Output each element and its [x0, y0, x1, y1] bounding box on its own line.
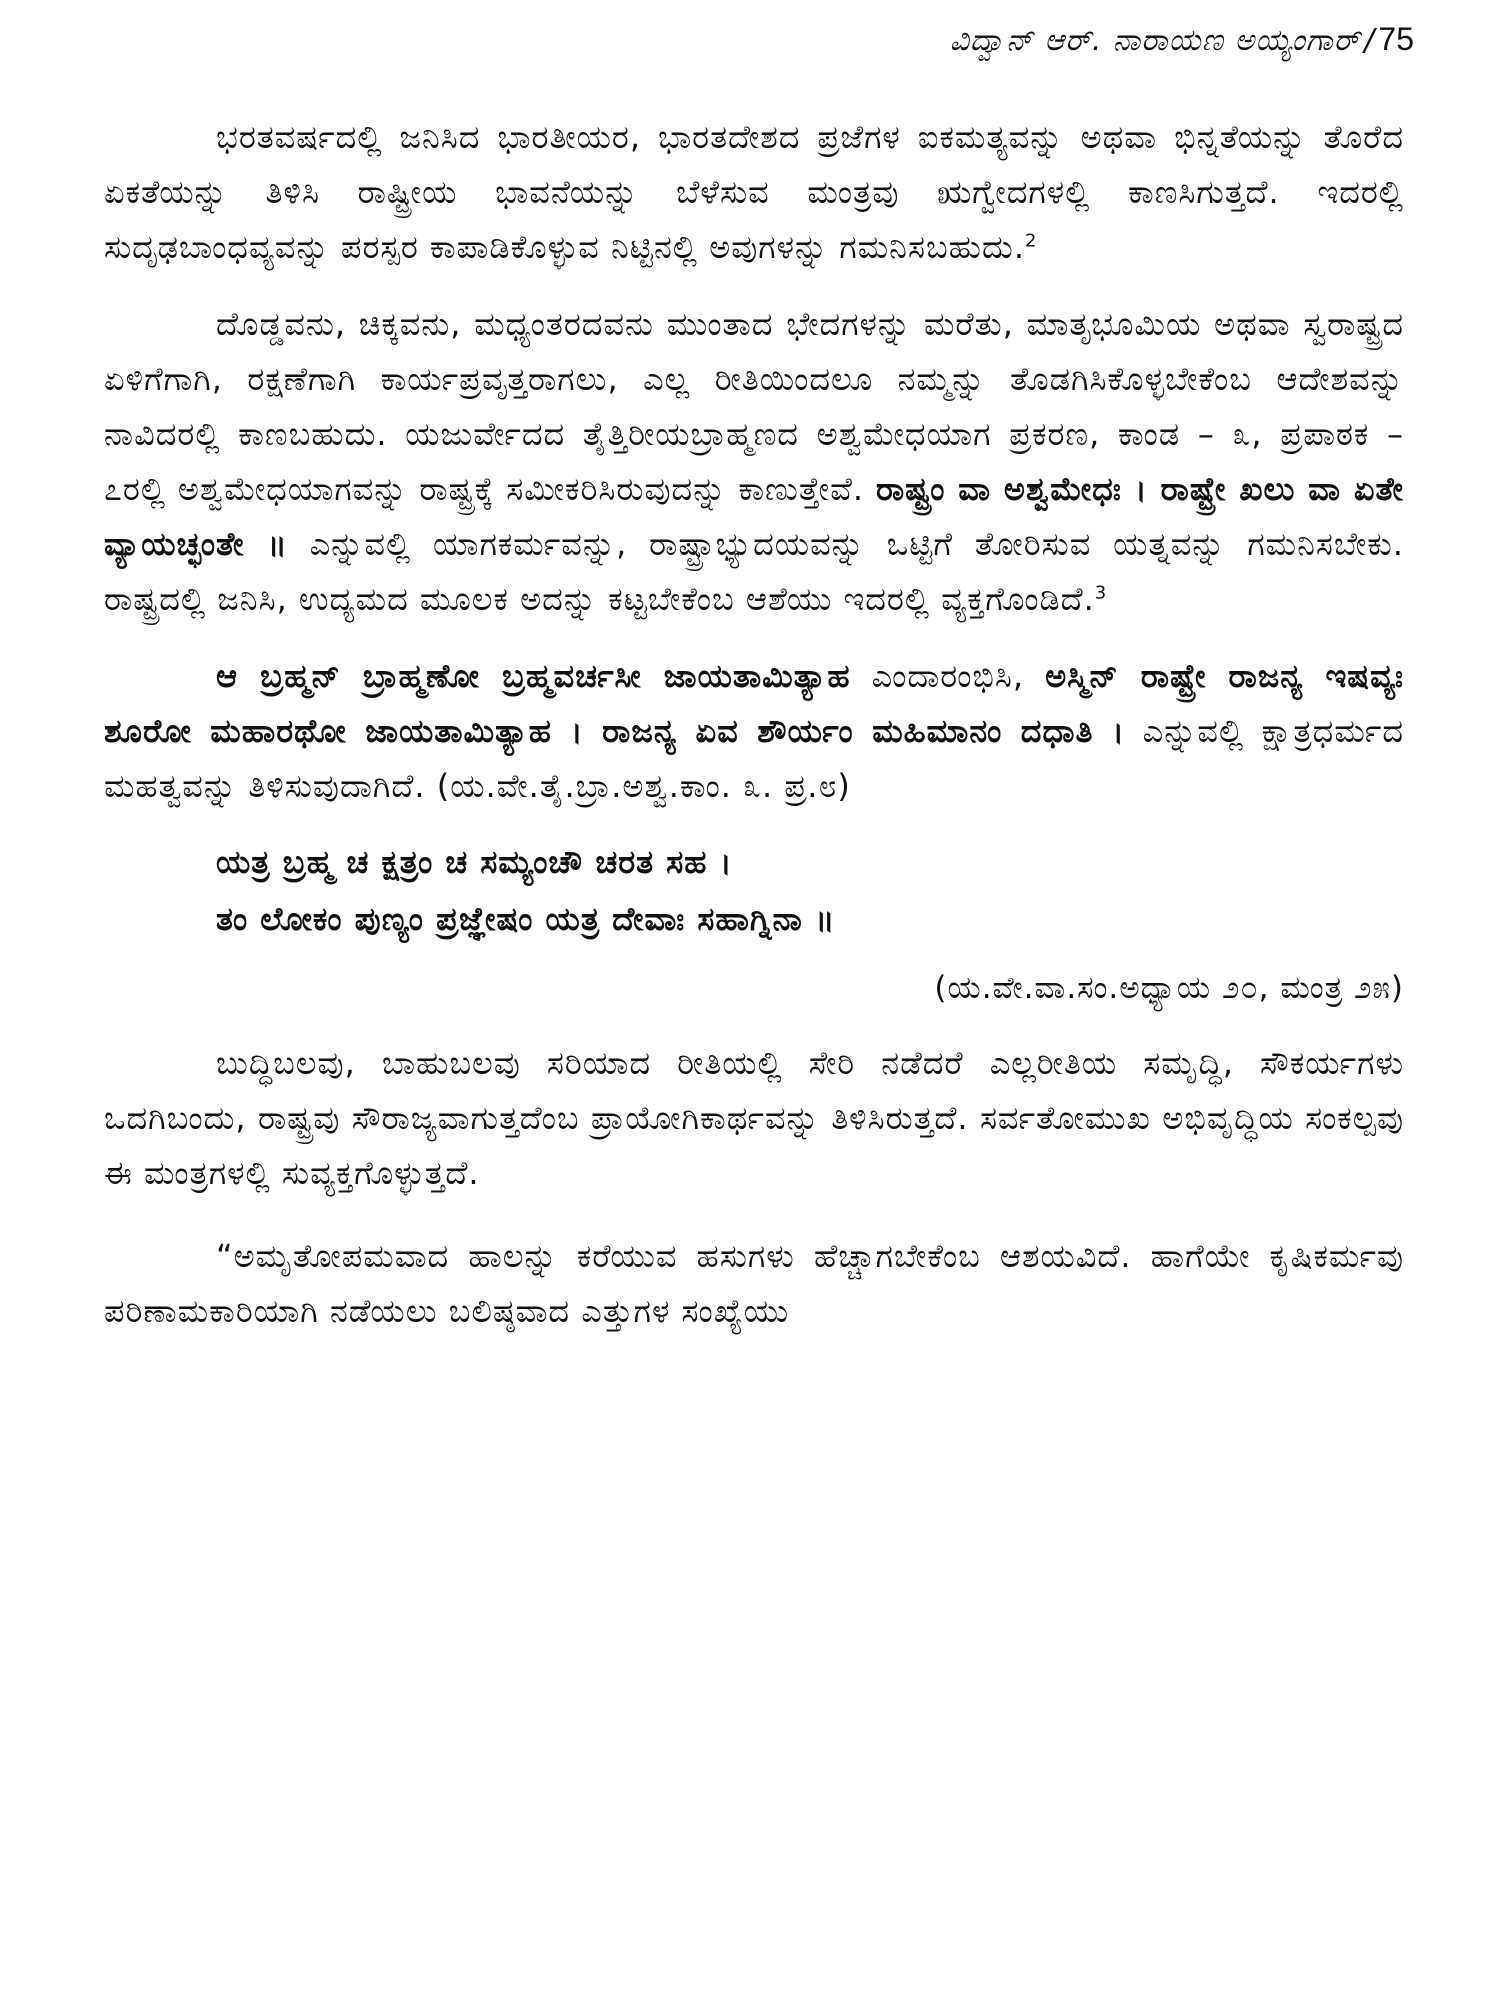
- paragraph-text: ದೊಡ್ಡವನು, ಚಿಕ್ಕವನು, ಮಧ್ಯಂತರದವನು ಮುಂತಾದ ಭೇದಗಳನ್ನು ಮರೆತು, ಮಾತೃಭೂಮಿಯ ಅಥವಾ ಸ್ವರಾಷ್ಟ್ರದ ಏಳಿಗೆಗಾಗಿ, ರಕ್ಷಣೆಗಾಗಿ ಕಾರ್ಯಪ್ರವೃತ್ತರಾಗಲು, ಎಲ್ಲ ರೀತಿಯಿಂದಲೂ ನಮ್ಮನ್ನು ತೊಡಗಿಸಿಕೊಳ್ಳಬೇಕೆಂಬ ಆದೇಶವನ್ನು ನಾವಿದರಲ್ಲಿ ಕಾಣಬಹುದು. ಯಜುರ್ವೇದದ ತೈತ್ತಿರೀಯಬ್ರಾಹ್ಮಣದ ಅಶ್ವಮೇಧಯಾಗ ಪ್ರಕರಣ, ಕಾಂಡ – ೩, ಪ್ರಪಾಠಕ – ೭ರಲ್ಲಿ ಅಶ್ವಮೇಧಯಾಗವನ್ನು ರಾಷ್ಟ್ರಕ್ಕೆ ಸಮೀಕರಿಸಿರುವುದನ್ನು ಕಾಣುತ್ತೇವೆ.: [104, 305, 1404, 508]
- verse-line-2: ತಂ ಲೋಕಂ ಪುಣ್ಯಂ ಪ್ರಜ್ಞೇಷಂ ಯತ್ರ ದೇವಾಃ ಸಹಾಗ್ನಿನಾ ॥: [216, 900, 836, 938]
- footnote-marker: 3: [1094, 582, 1108, 604]
- page-number: 75: [1378, 21, 1414, 57]
- paragraph-text: ಎನ್ನುವಲ್ಲಿ ಕ್ಷಾತ್ರಧರ್ಮದ ಮಹತ್ವವನ್ನು ತಿಳಿಸುವುದಾಗಿದೆ. (ಯ.ವೇ.ತೈ.ಬ್ರಾ.ಅಶ್ವ.ಕಾಂ. ೩. ಪ್ರ.೮): [104, 712, 1404, 805]
- page-body: [104, 110, 1404, 1339]
- running-header-title: ವಿದ್ವಾನ್ ಆರ್. ನಾರಾಯಣ ಅಯ್ಯಂಗಾರ್: [949, 23, 1361, 58]
- verse-block: [104, 834, 1404, 1014]
- verse-line-1: ಯತ್ರ ಬ್ರಹ್ಮ ಚ ಕ್ಷತ್ರಂ ಚ ಸಮ್ಯಂಚೌ ಚರತ ಸಹ ।: [216, 843, 733, 881]
- paragraph-text: ಎಂದಾರಂಭಿಸಿ,: [850, 657, 1046, 695]
- sanskrit-quote: ಆ ಬ್ರಹ್ಮನ್ ಬ್ರಾಹ್ಮಣೋ ಬ್ರಹ್ಮವರ್ಚಸೀ ಜಾಯತಾಮಿತ್ಯಾಹ: [216, 657, 851, 695]
- paragraph-4: ಬುದ್ಧಿಬಲವು, ಬಾಹುಬಲವು ಸರಿಯಾದ ರೀತಿಯಲ್ಲಿ ಸೇರಿ ನಡೆದರೆ ಎಲ್ಲರೀತಿಯ ಸಮೃದ್ಧಿ, ಸೌಕರ್ಯಗಳು ಒದಗಿಬಂದು, ರಾಷ್ಟ್ರವು ಸೌರಾಜ್ಯವಾಗುತ್ತದೆಂಬ ಪ್ರಾಯೋಗಿಕಾರ್ಥವನ್ನು ತಿಳಿಸಿರುತ್ತದೆ. ಸರ್ವತೋಮುಖ ಅಭಿವೃದ್ಧಿಯ ಸಂಕಲ್ಪವು ಈ ಮಂತ್ರಗಳಲ್ಲಿ ಸುವ್ಯಕ್ತಗೊಳ್ಳುತ್ತದೆ.: [104, 1044, 1404, 1192]
- footnote-marker: 2: [1025, 230, 1038, 252]
- paragraph-1: [104, 110, 1404, 275]
- paragraph-text: ಎನ್ನುವಲ್ಲಿ ಯಾಗಕರ್ಮವನ್ನು, ರಾಷ್ಟ್ರಾಭ್ಯುದಯವನ್ನು ಒಟ್ಟಿಗೆ ತೋರಿಸುವ ಯತ್ನವನ್ನು ಗಮನಿಸಬೇಕು. ರಾಷ್ಟ್ರದಲ್ಲಿ ಜನಿಸಿ, ಉದ್ಯಮದ ಮೂಲಕ ಅದನ್ನು ಕಟ್ಟಬೇಕೆಂಬ ಆಶೆಯು ಇದರಲ್ಲಿ ವ್ಯಕ್ತಗೊಂಡಿದೆ.: [104, 525, 1404, 618]
- running-header: [654, 12, 1414, 68]
- running-header-separator: /: [1364, 23, 1375, 58]
- paragraph-2: [104, 297, 1404, 627]
- verse-reference: (ಯ.ವೇ.ವಾ.ಸಂ.ಅಧ್ಯಾಯ ೨೦, ಮಂತ್ರ ೨೫): [934, 970, 1404, 1006]
- sanskrit-quote: ರಾಷ್ಟ್ರಂ ವಾ ಅಶ್ವಮೇಧಃ । ರಾಷ್ಟ್ರೇ ಖಲು ವಾ ಏತೇ ವ್ಯಾಯಚ್ಛಂತೇ ॥: [104, 470, 1405, 563]
- paragraph-3: [104, 649, 1404, 814]
- sanskrit-quote: ಅಸ್ಮಿನ್ ರಾಷ್ಟ್ರೇ ರಾಜನ್ಯ ಇಷವ್ಯಃ ಶೂರೋ ಮಹಾರಥೋ ಜಾಯತಾಮಿತ್ಯಾಹ । ರಾಜನ್ಯ ಏವ ಶೌರ್ಯಂ ಮಹಿಮಾನಂ ದಧಾತಿ ।: [104, 657, 1405, 750]
- paragraph-5: “ಅಮೃತೋಪಮವಾದ ಹಾಲನ್ನು ಕರೆಯುವ ಹಸುಗಳು ಹೆಚ್ಚಾಗಬೇಕೆಂಬ ಆಶಯವಿದೆ. ಹಾಗೆಯೇ ಕೃಷಿಕರ್ಮವು ಪರಿಣಾಮಕಾರಿಯಾಗಿ ನಡೆಯಲು ಬಲಿಷ್ಠವಾದ ಎತ್ತುಗಳ ಸಂಖ್ಯೆಯು: [104, 1237, 1404, 1330]
- paragraph-text: ಭರತವರ್ಷದಲ್ಲಿ ಜನಿಸಿದ ಭಾರತೀಯರ, ಭಾರತದೇಶದ ಪ್ರಜೆಗಳ ಐಕಮತ್ಯವನ್ನು ಅಥವಾ ಭಿನ್ನತೆಯನ್ನು ತೊರೆದ ಏಕತೆಯನ್ನು ತಿಳಿಸಿ ರಾಷ್ಟ್ರೀಯ ಭಾವನೆಯನ್ನು ಬೆಳೆಸುವ ಮಂತ್ರವು ಋಗ್ವೇದಗಳಲ್ಲಿ ಕಾಣಸಿಗುತ್ತದೆ. ಇದರಲ್ಲಿ ಸುದೃಢಬಾಂಧವ್ಯವನ್ನು ಪರಸ್ಪರ ಕಾಪಾಡಿಕೊಳ್ಳುವ ನಿಟ್ಟಿನಲ್ಲಿ ಅವುಗಳನ್ನು ಗಮನಿಸಬಹುದು.: [104, 118, 1404, 266]
